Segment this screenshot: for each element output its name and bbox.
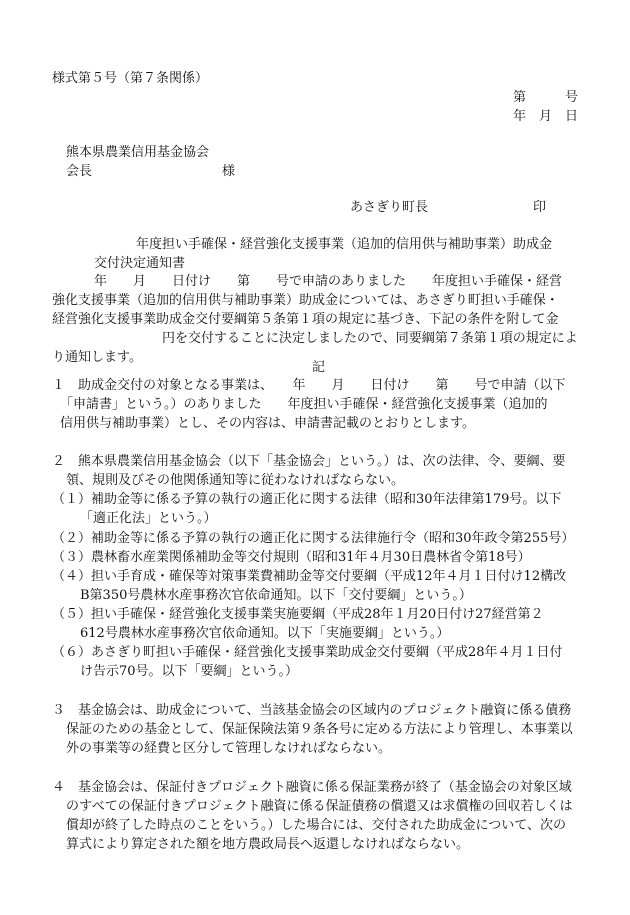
law-list-item: （６）あさぎり町担い手確保・経営強化支援事業助成金交付要綱（平成28年４月１日付 bbox=[52, 645, 563, 660]
intro-line: り通知します。 bbox=[52, 350, 142, 365]
issuer-name: あさぎり町長 bbox=[350, 200, 429, 215]
item-1-line: 「申請書」という。）のありました 年度担い手確保・経営強化支援事業（追加的 bbox=[60, 397, 548, 412]
form-label: 様式第５号（第７条関係） bbox=[52, 71, 209, 86]
issuer-seal: 印 bbox=[533, 200, 547, 215]
item-2-line: 領、規則及びその他関係通知等に従わなければならない。 bbox=[66, 473, 405, 488]
law-list-item: （５）担い手確保・経営強化支援事業実施要綱（平成28年１月20日付け27経営第２ bbox=[52, 607, 544, 622]
item-2-line: ２ 熊本県農業信用基金協会（以下「基金協会」という。）は、次の法律、令、要綱、要 bbox=[52, 454, 566, 469]
intro-line: 年 月 日付け 第 号で申請のありました 年度担い手確保・経営 bbox=[94, 274, 563, 289]
intro-line: 経営強化支援事業助成金交付要綱第５条第１項の規定に基づき、下記の条件を附して金 bbox=[52, 312, 559, 327]
document-title-line: 交付決定通知書 bbox=[94, 256, 186, 271]
item-4-line: ４ 基金協会は、保証付きプロジェクト融資に係る保証業務が終了（基金協会の対象区域 bbox=[52, 780, 572, 795]
document-number: 第 号 bbox=[513, 90, 579, 105]
law-list-item-continuation: け告示70号。以下「要綱」という。） bbox=[80, 664, 299, 679]
law-list-item: （１）補助金等に係る予算の執行の適正化に関する法律（昭和30年法律第179号。以下 bbox=[52, 492, 562, 507]
law-list-item: （２）補助金等に係る予算の執行の適正化に関する法律施行令（昭和30年政令第255号） bbox=[52, 531, 575, 546]
ki-heading: 記 bbox=[312, 360, 326, 375]
item-1-line: １ 助成金交付の対象となる事業は、 年 月 日付け 第 号で申請（以下 bbox=[52, 378, 566, 393]
law-list-item-continuation: 「適正化法」という。） bbox=[80, 511, 217, 526]
item-4-line: のすべての保証付きプロジェクト融資に係る保証債務の償還又は求償権の回収若しくは bbox=[66, 799, 573, 814]
item-3-line: ３ 基金協会は、助成金について、当該基金協会の区域内のプロジェクト融資に係る債務 bbox=[52, 703, 572, 718]
item-1-line: 信用供与補助事業）とし、その内容は、申請書記載のとおりとします。 bbox=[60, 416, 475, 431]
addressee-organization: 熊本県農業信用基金協会 bbox=[66, 145, 210, 160]
addressee-title: 会長 様 bbox=[66, 164, 236, 179]
item-4-line: 算式により算定された額を地方農政局長へ返還しなければならない。 bbox=[66, 837, 470, 852]
intro-line: 円を交付することに決定しましたので、同要綱第７条第１項の規定によ bbox=[162, 331, 578, 346]
item-4-line: 償却が終了した時点のことをいう。）した場合には、交付された助成金について、次の bbox=[66, 818, 566, 833]
law-list-item-continuation: 612号農林水産事務次官依命通知。以下「実施要綱」という。） bbox=[80, 626, 450, 641]
item-3-line: 保証のための基金として、保証保険法第９条各号に定める方法により管理し、本事業以 bbox=[66, 722, 573, 737]
item-3-line: 外の事業等の経費と区分して管理しなければならない。 bbox=[66, 741, 392, 756]
intro-line: 強化支援事業（追加的信用供与補助事業）助成金については、あさぎり町担い手確保・ bbox=[52, 293, 559, 308]
document-title-line: 年度担い手確保・経営強化支援事業（追加的信用供与補助事業）助成金 bbox=[136, 237, 553, 252]
law-list-item-continuation: B第350号農林水産事務次官依命通知。以下「交付要綱」という。） bbox=[80, 588, 472, 603]
law-list-item: （４）担い手育成・確保等対策事業費補助金等交付要綱（平成12年４月１日付け12構改 bbox=[52, 569, 567, 584]
document-date: 年 月 日 bbox=[513, 109, 579, 124]
law-list-item: （３）農林畜水産業関係補助金等交付規則（昭和31年４月30日農林省令第18号） bbox=[52, 550, 531, 565]
